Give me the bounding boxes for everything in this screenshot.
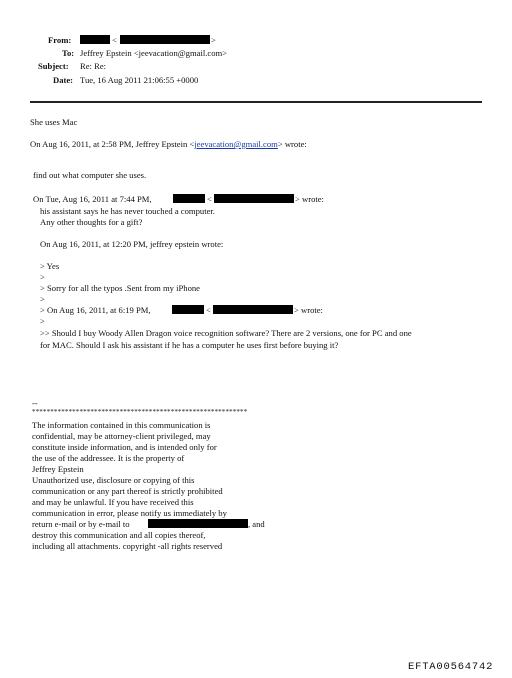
body-line: his assistant says he has never touched a computer. [40, 206, 215, 216]
redaction-box [214, 194, 294, 203]
quote-header: On Tue, Aug 16, 2011 at 7:44 PM, [33, 194, 152, 204]
disclaimer-line: the use of the addressee. It is the property of [32, 453, 185, 463]
quote-suffix: > wrote: [277, 139, 307, 149]
to-label: To: [62, 48, 75, 58]
from-gt: > [211, 35, 216, 45]
subject-value: Re: Re: [80, 61, 107, 71]
quote-header [30, 139, 307, 149]
disclaimer-line: including all attachments. copyright -all rights reserved [32, 541, 223, 551]
header-divider [30, 101, 482, 103]
disclaimer-line: confidential, may be attorney-client privileged, may [32, 431, 211, 441]
quote-prefix: On Aug 16, 2011, at 2:58 PM, Jeffrey Epstein < [30, 139, 195, 149]
quote-header: On Aug 16, 2011, at 12:20 PM, jeffrey epstein wrote: [40, 239, 224, 249]
disclaimer-line: communication or any part thereof is strictly prohibited [32, 486, 223, 496]
disclaimer-line: constitute inside information, and is intended only for [32, 442, 217, 452]
redaction-box [173, 194, 205, 203]
date-label: Date: [53, 75, 74, 85]
quoted-line: for MAC. Should I ask his assistant if he has a computer he uses first before buying it? [40, 340, 339, 350]
quoted-line: > Yes [40, 261, 60, 271]
disclaimer-line: Unauthorized use, disclosure or copying of this [32, 475, 195, 485]
from-lt: < [112, 35, 117, 45]
disclaimer-line: The information contained in this communication is [32, 420, 211, 430]
quote-lt: < [206, 305, 211, 315]
quoted-line: > [40, 272, 45, 282]
quote-suffix: > wrote: [294, 305, 323, 315]
disclaimer-line: and may be unlawful. If you have received this [32, 497, 194, 507]
disclaimer-line: return e-mail or by e-mail to [32, 519, 130, 529]
quote-suffix: > wrote: [295, 194, 324, 204]
email-link[interactable]: jeevacation@gmail.com [194, 139, 278, 149]
redaction-box [213, 305, 293, 314]
quoted-line: > [40, 294, 45, 304]
signature-stars: *********************************************************** [32, 408, 248, 416]
redaction-box [172, 305, 204, 314]
to-value: Jeffrey Epstein <jeevacation@gmail.com> [80, 48, 228, 58]
bates-number: EFTA00564742 [408, 661, 494, 673]
disclaimer-line: destroy this communication and all copies thereof, [32, 530, 206, 540]
body-line: She uses Mac [30, 117, 78, 127]
body-line: find out what computer she uses. [33, 170, 147, 180]
quoted-line: >> Should I buy Woody Allen Dragon voice recognition software? There are 2 versions, one for PC and one [40, 328, 412, 338]
redaction-box [148, 519, 248, 528]
disclaimer-and: , and [248, 519, 265, 529]
signature-dash: -- [32, 398, 38, 408]
quoted-header: > On Aug 16, 2011, at 6:19 PM, [40, 305, 151, 315]
disclaimer-line: Jeffrey Epstein [32, 464, 84, 474]
quoted-line: > Sorry for all the typos .Sent from my iPhone [40, 283, 200, 293]
quote-lt: < [207, 194, 212, 204]
body-line: Any other thoughts for a gift? [40, 217, 143, 227]
redaction-box [80, 35, 110, 44]
subject-label: Subject: [38, 61, 69, 71]
redaction-box [120, 35, 210, 44]
disclaimer-line: communication in error, please notify us immediately by [32, 508, 227, 518]
date-value: Tue, 16 Aug 2011 21:06:55 +0000 [80, 75, 199, 85]
from-label: From: [48, 35, 72, 45]
quoted-line: > [40, 316, 45, 326]
